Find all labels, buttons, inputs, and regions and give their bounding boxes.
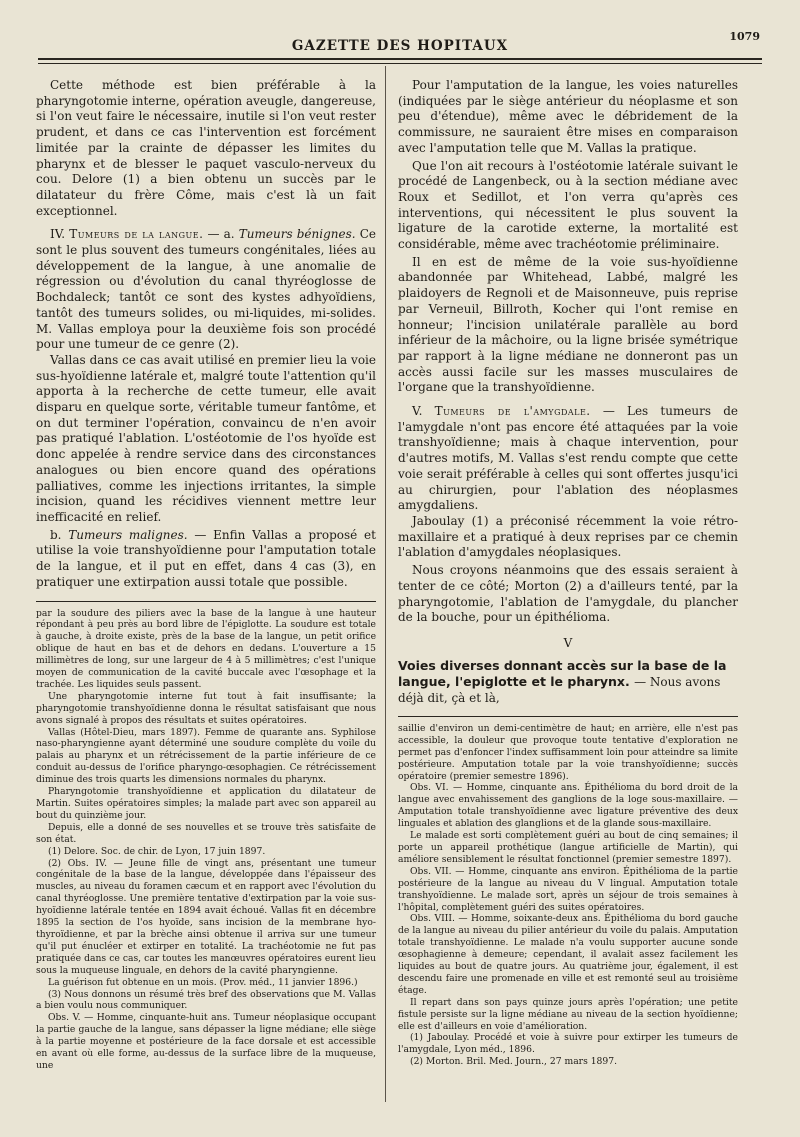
paragraph: Que l'on ait recours à l'ostéotomie latérale suivant le procédé de Langenbeck, ou à la section médiane avec Roux et Sedillot, et l'on verra qu'après ces interventions, qui nécessitent le plus souvent la ligature de la carotide externe, la mortalité est considérable, même avec trachéotomie préliminaire.	[398, 158, 738, 252]
chapter-lead-text: — Nous avons déjà dit, çà et là,	[398, 674, 721, 705]
subsection-title: Tumeurs malignes.	[68, 527, 188, 542]
subsection-b	[36, 528, 376, 591]
header-rule-thin	[38, 63, 762, 64]
column-divider	[385, 66, 386, 1102]
page-number: 1079	[729, 30, 760, 43]
footnote-text: par la soudure des piliers avec la base de la langue à une hauteur répondant à peu près au bord libre de l'épiglotte. La soudure est totale à gauche, à droite existe, près de la base de la langue, un petit orifice oblique de haut en bas et de dehors en dedans. L'ouverture a 15 millimètres de long, sur une largeur de 4 à 5 millimètres; c'est l'unique moyen de communication de la cavité buccale avec l'œsophage et la trachée. Les liquides seuls passent.	[36, 607, 376, 690]
footnotes	[398, 723, 738, 1068]
footnote-text: Vallas (Hôtel-Dieu, mars 1897). Femme de quarante ans. Syphilose naso-pharyngienne ayant déterminé une soudure complète du voile du palais au pharynx et un rétrécissement de la partie inférieure de ce conduit au-dessus de l'orifice pharyngo-œsophagien. Ce rétrécissement diminue des trois quarts les dimensions normales du pharynx.	[36, 726, 376, 786]
section-heading: Tumeurs de la langue.	[69, 227, 204, 242]
footnote-text: Une pharyngotomie interne fut tout à fait insuffisante; la pharyngotomie transhyoïdienne donna le résultat satisfaisant que nous avons signalé à propos des résultats et suites opératoires.	[36, 690, 376, 726]
footnote-text: saillie d'environ un demi-centimètre de haut; en arrière, elle n'est pas accessible, la douleur que provoque toute tentative d'exploration ne permet pas d'enfoncer l'index suffisamment loin pour atteindre sa limite postérieure. Amputation totale par la voie transhyoïdienne; succès opératoire (premier semestre 1896).	[398, 722, 738, 782]
header-rule	[38, 58, 762, 60]
subsection-text: — Enfin Vallas a proposé et utilise la voie transhyoïdienne pour l'amputation totale de la langue, et il put en effet, dans 4 cas (3), en pratiquer une extirpation aussi totale que possible.	[36, 527, 376, 589]
footnote-text: (1) Delore. Soc. de chir. de Lyon, 17 juin 1897.	[48, 845, 266, 857]
subsection-marker: — a.	[207, 227, 235, 242]
footnote-rule	[398, 716, 738, 717]
footnote-text: Depuis, elle a donné de ses nouvelles et se trouve très satisfaite de son état.	[36, 821, 376, 845]
footnotes	[36, 608, 376, 1072]
page-header	[40, 30, 760, 58]
journal-title: GAZETTE DES HOPITAUX	[291, 38, 509, 54]
footnote-text: Obs. VIII. — Homme, soixante-deux ans. Épithélioma du bord gauche de la langue au niveau du pilier antérieur du voile du palais. Amputation totale transhyoïdienne. Le malade n'a voulu supporter aucune sonde œsophagienne à demeure; cependant, il avalait assez facilement les liquides au bout de quatre jours. Au quatrième jour, également, il est descendu faire une promenade en ville et est remonté seul au troisième étage.	[398, 913, 738, 996]
footnote-text: La guérison fut obtenue en un mois. (Prov. méd., 11 janvier 1896.)	[48, 976, 358, 988]
paragraph: Cette méthode est bien préférable à la pharyngotomie interne, opération aveugle, dangereuse, si l'on veut faire le nécessaire, inutile si l'on veut rester prudent, et dans ce cas l'intervention est forcément limitée par la crainte de dépasser les limites du pharynx et de blesser le paquet vasculo-nerveux du cou. Delore (1) a bien obtenu un succès par le dilatateur du frère Côme, mais c'est là un fait exceptionnel.	[36, 78, 376, 218]
section-number: V.	[412, 404, 423, 419]
section-text: — Les tumeurs de l'amygdale n'ont pas encore été attaquées par la voie transhyoïdienne; mais à chaque intervention, pour d'autres motifs, M. Vallas s'est rendu compte que cette voie serait préférable à celles qui sont offertes jusqu'ici au chirurgien, pour l'ablation des néoplasmes amygdaliens.	[398, 404, 738, 513]
chapter-heading	[398, 658, 738, 706]
footnote-rule	[36, 601, 376, 602]
chapter-number: V	[563, 635, 573, 650]
subsection-marker: b.	[50, 527, 62, 542]
subsection-text: Ce sont le plus souvent des tumeurs congénitales, liées au développement de la langue, à une anomalie de régression ou d'évolution du canal thyréoglosse de Bochdaleck; tantôt ce sont des kystes adhyoïdiens, tantôt des tumeurs solides, ou mi-liquides, mi-solides. M. Vallas employa pour la deuxième fois son procédé pour une tumeur de ce genre (2).	[36, 227, 377, 352]
footnote-text: Pharyngotomie transhyoïdienne et application du dilatateur de Martin. Suites opératoires simples; la malade part avec son appareil au bout du quinzième jour.	[36, 786, 376, 821]
right-column	[398, 78, 738, 1068]
subsection-title: Tumeurs bénignes.	[238, 227, 356, 242]
section-number: IV.	[50, 227, 66, 242]
section-iv	[36, 227, 376, 353]
left-column	[36, 78, 376, 1072]
paragraph: Jaboulay (1) a préconisé récemment la voie rétro-maxillaire et a pratiqué à deux reprises par ce chemin l'ablation d'amygdales néoplasiques.	[398, 513, 738, 560]
footnote-text: (2) Obs. IV. — Jeune fille de vingt ans, présentant une tumeur congénitale de la base de la langue, développée dans l'épaisseur des muscles, au niveau du foramen cæcum et en rapport avec l'évolution du canal thyréoglosse. Une première tentative d'extirpation par la voie sus-hyoïdienne latérale tentée en 1894 avait échoué. Vallas fit en décembre 1895 la section de l'os hyoïde, sans incision de la membrane hyo-thyroïdienne, et par la brèche ainsi obtenue il arriva sur une tumeur qu'il put énucléer et extirper en totalité. La trachéotomie ne fut pas pratiquée dans ce cas, car toutes les manœuvres opératoires eurent lieu sous la muqueuse linguale, en dehors de la cavité pharyngienne.	[36, 857, 376, 976]
paragraph: Nous croyons néanmoins que des essais seraient à tenter de ce côté; Morton (2) a d'ailleurs tenté, par la pharyngotomie, l'ablation de l'amygdale, du plancher de la bouche, pour un épithélioma.	[398, 563, 738, 625]
footnote-text: (3) Nous donnons un résumé très bref des observations que M. Vallas a bien voulu nous communiquer.	[36, 988, 376, 1012]
footnote-text: Le malade est sorti complètement guéri au bout de cinq semaines; il porte un appareil prothétique (langue artificielle de Martin), qui améliore sensiblement le résultat fonctionnel (premier semestre 1897).	[398, 830, 738, 865]
chapter-title: Voies diverses donnant accès sur la base de la langue, l'epiglotte et le pharynx.	[398, 657, 727, 689]
section-v	[398, 404, 738, 514]
footnote-text: Obs. V. — Homme, cinquante-huit ans. Tumeur néoplasique occupant la partie gauche de la langue, sans dépasser la ligne médiane; elle siège à la partie moyenne et postérieure de la face dorsale et est accessible en avant où elle forme, au-dessus de la surface libre de la muqueuse, une	[36, 1012, 376, 1071]
section-heading: Tumeurs de l'amygdale.	[434, 404, 591, 419]
footnote-text: (2) Morton. Bril. Med. Journ., 27 mars 1897.	[410, 1056, 618, 1068]
footnote-text: Obs. VII. — Homme, cinquante ans environ. Épithélioma de la partie postérieure de la langue au niveau du V lingual. Amputation totale transhyoïdienne. Le malade sort, après un séjour de trois semaines à l'hôpital, complètement guéri des suites opératoires.	[398, 865, 738, 913]
paragraph: Pour l'amputation de la langue, les voies naturelles (indiquées par le siège antérieur du néoplasme et son peu d'étendue), même avec le débridement de la commissure, ne sauraient être mises en comparaison avec l'amputation telle que M. Vallas la pratique.	[398, 78, 738, 155]
footnote-text: (1) Jaboulay. Procédé et voie à suivre pour extirper les tumeurs de l'amygdale, Lyon méd., 1896.	[398, 1032, 738, 1056]
footnote-text: Obs. VI. — Homme, cinquante ans. Épithélioma du bord droit de la langue avec envahissement des ganglions de la loge sous-maxillaire. — Amputation totale transhyoïdienne avec ligature préventive des deux linguales et ablation des glanglions et de la glande sous-maxillaire.	[398, 782, 738, 830]
footnote-text: Il repart dans son pays quinze jours après l'opération; une petite fistule persiste sur la ligne médiane au niveau de la section hyoïdienne; elle est d'ailleurs en voie d'amélioration.	[398, 996, 738, 1032]
paragraph: Il en est de même de la voie sus-hyoïdienne abandonnée par Whitehead, Labbé, malgré les plaidoyers de Regnoli et de Maisonneuve, puis reprise par Verneuil, Billroth, Kocher qui l'ont remise en honneur; l'incision unilatérale parallèle au bord inférieur de la mâchoire, ou la ligne brisée symétrique par rapport à la ligne médiane ne donneront pas un accès aussi facile sur les masses musculaires de l'organe que la transhyoïdienne.	[398, 254, 738, 395]
paragraph: Vallas dans ce cas avait utilisé en premier lieu la voie sus-hyoïdienne latérale et, malgré toute l'attention qu'il apporta à la recherche de cette tumeur, elle avait disparu en quelque sorte, véritable tumeur fantôme, et on dut terminer l'opération, convaincu de n'en avoir pas pratiqué l'ablation. L'ostéotomie de l'os hyoïde est donc appelée à rendre service dans des circonstances analogues ou bien encore quand des opérations palliatives, comme les injections irritantes, la simple incision, quand les récidives viennent mettre leur inefficacité en relief.	[36, 352, 376, 524]
